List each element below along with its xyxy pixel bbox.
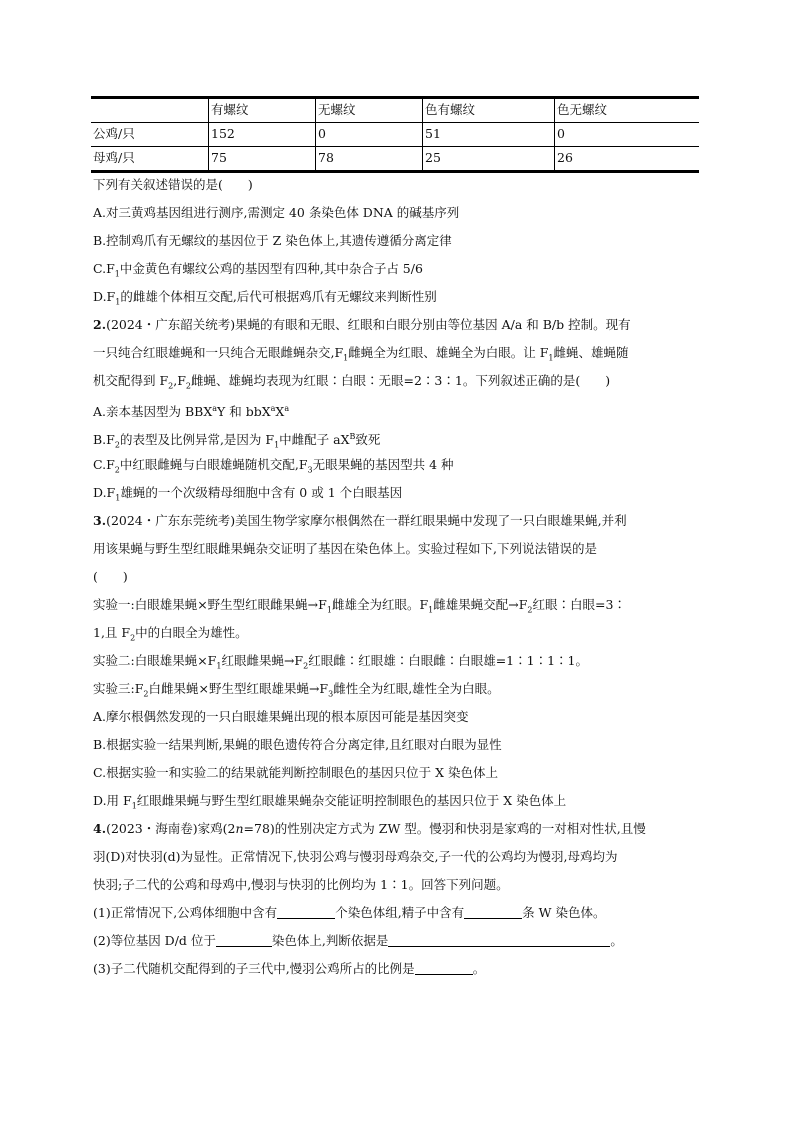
subscript: 3 bbox=[328, 689, 334, 699]
q4-sub-1 bbox=[93, 899, 705, 927]
subscript: 2 bbox=[185, 381, 191, 391]
text: 1,且 F bbox=[93, 625, 131, 640]
table-cell: 母鸡/只 bbox=[91, 147, 209, 172]
questions-body bbox=[93, 171, 705, 983]
text: 。 bbox=[472, 961, 486, 976]
answer-blank[interactable] bbox=[415, 960, 473, 975]
q1-option-b: B.控制鸡爪有无螺纹的基因位于 Z 染色体上,其遗传遵循分离定律 bbox=[93, 233, 452, 248]
q3-option-d bbox=[93, 787, 705, 815]
text: =78)的性别决定方式为 ZW 型。慢羽和快羽是家鸡的一对相对性状,且慢 bbox=[243, 821, 646, 836]
answer-blank[interactable] bbox=[277, 904, 335, 919]
text: D.用 F bbox=[93, 793, 132, 808]
table-header-cell: 无螺纹 bbox=[316, 98, 423, 123]
q4-line-3: 快羽;子二代的公鸡和母鸡中,慢羽与快羽的比例均为 1∶1。回答下列问题。 bbox=[93, 877, 509, 892]
q1-option-d bbox=[93, 283, 705, 311]
q2-line-2 bbox=[93, 339, 705, 367]
text: C.F bbox=[93, 261, 115, 276]
text: Y 和 bbX bbox=[217, 404, 271, 420]
text: 红眼雌果蝇→F bbox=[221, 653, 304, 668]
q1-option-a: A.对三黄鸡基因组进行测序,需测定 40 条染色体 DNA 的碱基序列 bbox=[93, 205, 460, 220]
subscript: 2 bbox=[168, 381, 174, 391]
table-header-cell: 有螺纹 bbox=[209, 98, 316, 123]
q2-line-3 bbox=[93, 367, 705, 395]
superscript: a bbox=[284, 404, 290, 413]
table-header-cell: 色有螺纹 bbox=[423, 98, 555, 123]
q3-experiment-2 bbox=[93, 647, 705, 675]
q2-option-b bbox=[93, 423, 705, 451]
subscript: 2 bbox=[114, 440, 120, 450]
text: D.F bbox=[93, 289, 116, 304]
text: 白雌果蝇×野生型红眼雄果蝇→F bbox=[148, 681, 329, 696]
answer-blank[interactable] bbox=[464, 904, 522, 919]
text: 染色体上,判断依据是 bbox=[271, 933, 389, 948]
subscript: 2 bbox=[114, 465, 120, 475]
q3-option-a: A.摩尔根偶然发现的一只白眼雄果蝇出现的根本原因可能是基因突变 bbox=[93, 709, 469, 724]
subscript: 1 bbox=[216, 661, 222, 671]
table-cell: 0 bbox=[316, 123, 423, 147]
text: 机交配得到 F bbox=[93, 373, 169, 388]
text: 条 W 染色体。 bbox=[522, 905, 606, 920]
q3-line-2: 用该果蝇与野生型红眼雌果蝇杂交证明了基因在染色体上。实验过程如下,下列说法错误的是 bbox=[93, 541, 597, 556]
q3-answer-paren: ( ) bbox=[93, 569, 128, 584]
subscript: 1 bbox=[548, 353, 554, 363]
text: 雌蝇、雄蝇均表现为红眼∶白眼∶无眼=2∶3∶1。下列叙述正确的是( ) bbox=[191, 373, 611, 388]
subscript: 1 bbox=[131, 801, 137, 811]
q3-option-b: B.根据实验一结果判断,果蝇的眼色遗传符合分离定律,且红眼对白眼为显性 bbox=[93, 737, 502, 752]
q3-option-c: C.根据实验一和实验二的结果就能判断控制眼色的基因只位于 X 染色体上 bbox=[93, 765, 498, 780]
subscript: 2 bbox=[143, 689, 149, 699]
text: 雌性全为红眼,雄性全为白眼。 bbox=[333, 681, 500, 696]
subscript: 2 bbox=[527, 605, 533, 615]
q3-experiment-1 bbox=[93, 591, 705, 619]
table-header-cell: 色无螺纹 bbox=[555, 98, 700, 123]
text: 红眼雌∶红眼雄∶白眼雌∶白眼雄=1∶1∶1∶1。 bbox=[308, 653, 588, 668]
text: 中金黄色有螺纹公鸡的基因型有四种,其中杂合子占 5/6 bbox=[119, 261, 423, 276]
subscript: 3 bbox=[307, 465, 313, 475]
text: 实验三:F bbox=[93, 681, 144, 696]
text: (3)子二代随机交配得到的子三代中,慢羽公鸡所占的比例是 bbox=[93, 961, 415, 976]
text: 个染色体组,精子中含有 bbox=[335, 905, 465, 920]
table-header-cell bbox=[91, 98, 209, 123]
subscript: 1 bbox=[274, 440, 280, 450]
text: 的表型及比例异常,是因为 F bbox=[119, 432, 275, 448]
table-cell: 26 bbox=[555, 147, 700, 172]
text: (2024・广东东莞统考)美国生物学家摩尔根偶然在一群红眼果蝇中发现了一只白眼雄果蝇,并利 bbox=[106, 513, 627, 528]
text: 致死 bbox=[355, 432, 381, 448]
q3-experiment-1-cont bbox=[93, 619, 705, 647]
text: (2)等位基因 D/d 位于 bbox=[93, 933, 216, 948]
subscript: 2 bbox=[303, 661, 309, 671]
text: 一只纯合红眼雄蝇和一只纯合无眼雌蝇杂交,F bbox=[93, 345, 344, 360]
superscript: a bbox=[270, 404, 276, 413]
q4-line-1 bbox=[93, 815, 705, 843]
subscript: 1 bbox=[326, 605, 332, 615]
text: 中雌配子 aX bbox=[279, 432, 350, 448]
subscript: 1 bbox=[115, 297, 121, 307]
subscript: 2 bbox=[130, 633, 136, 643]
table-cell: 75 bbox=[209, 147, 316, 172]
text: (2024・广东韶关统考)果蝇的有眼和无眼、红眼和白眼分别由等位基因 A/a 和 B/b 控制。现有 bbox=[106, 317, 631, 332]
q3-line-1 bbox=[93, 507, 705, 535]
text: 雄蝇的一个次级精母细胞中含有 0 或 1 个白眼基因 bbox=[120, 485, 403, 500]
text: 红眼雌果蝇与野生型红眼雄果蝇杂交能证明控制眼色的基因只位于 X 染色体上 bbox=[136, 793, 567, 808]
table-cell: 152 bbox=[209, 123, 316, 147]
table-row bbox=[91, 123, 699, 147]
italic-variable: n bbox=[235, 821, 244, 836]
text: 的雌雄个体相互交配,后代可根据鸡爪有无螺纹来判断性别 bbox=[120, 289, 437, 304]
text: 实验一:白眼雄果蝇×野生型红眼雌果蝇→F bbox=[93, 597, 327, 612]
q1-stem: 下列有关叙述错误的是( ) bbox=[93, 177, 253, 192]
q2-line-1 bbox=[93, 311, 705, 339]
answer-blank[interactable] bbox=[216, 932, 272, 947]
subscript: 1 bbox=[428, 605, 434, 615]
q2-option-c bbox=[93, 451, 705, 479]
text: 雌雄果蝇交配→F bbox=[433, 597, 528, 612]
text: 实验二:白眼雄果蝇×F bbox=[93, 653, 217, 668]
text: B.F bbox=[93, 432, 115, 448]
text: (1)正常情况下,公鸡体细胞中含有 bbox=[93, 905, 278, 920]
q2-option-a bbox=[93, 395, 705, 423]
table-cell: 51 bbox=[423, 123, 555, 147]
table-cell: 78 bbox=[316, 147, 423, 172]
text: 。 bbox=[610, 933, 623, 948]
q2-number: 2. bbox=[93, 317, 107, 332]
text: 雌雄全为红眼。F bbox=[331, 597, 429, 612]
q4-line-2: 羽(D)对快羽(d)为显性。正常情况下,快羽公鸡与慢羽母鸡杂交,子一代的公鸡均为慢羽,母鸡均为 bbox=[93, 849, 618, 864]
chicken-data-table bbox=[91, 96, 699, 173]
q4-sub-3 bbox=[93, 955, 705, 983]
subscript: 1 bbox=[114, 269, 120, 279]
text: 无眼果蝇的基因型共 4 种 bbox=[312, 457, 454, 472]
subscript: 1 bbox=[115, 493, 121, 503]
superscript: a bbox=[212, 404, 218, 413]
text: 中的白眼全为雄性。 bbox=[135, 625, 248, 640]
table-header-row bbox=[91, 98, 699, 123]
table-row bbox=[91, 147, 699, 172]
text: 红眼∶白眼=3∶ bbox=[532, 597, 626, 612]
text: ,F bbox=[173, 373, 186, 388]
text: C.F bbox=[93, 457, 115, 472]
q4-sub-2 bbox=[93, 927, 705, 955]
q3-number: 3. bbox=[93, 513, 107, 528]
text: A.亲本基因型为 BBX bbox=[93, 404, 213, 420]
text: 雌蝇全为红眼、雄蝇全为白眼。让 F bbox=[348, 345, 549, 360]
table-cell: 公鸡/只 bbox=[91, 123, 209, 147]
table-cell: 0 bbox=[555, 123, 700, 147]
q1-option-c bbox=[93, 255, 705, 283]
text: D.F bbox=[93, 485, 116, 500]
text: 雌蝇、雄蝇随 bbox=[553, 345, 629, 360]
subscript: 1 bbox=[343, 353, 349, 363]
text: X bbox=[275, 404, 285, 420]
superscript: B bbox=[349, 432, 356, 441]
table-cell: 25 bbox=[423, 147, 555, 172]
q4-number: 4. bbox=[93, 821, 107, 836]
answer-blank[interactable] bbox=[388, 932, 610, 947]
text: 中红眼雌蝇与白眼雄蝇随机交配,F bbox=[119, 457, 308, 472]
q2-option-d bbox=[93, 479, 705, 507]
text: (2023・海南卷)家鸡(2 bbox=[106, 821, 236, 836]
q3-experiment-3 bbox=[93, 675, 705, 703]
